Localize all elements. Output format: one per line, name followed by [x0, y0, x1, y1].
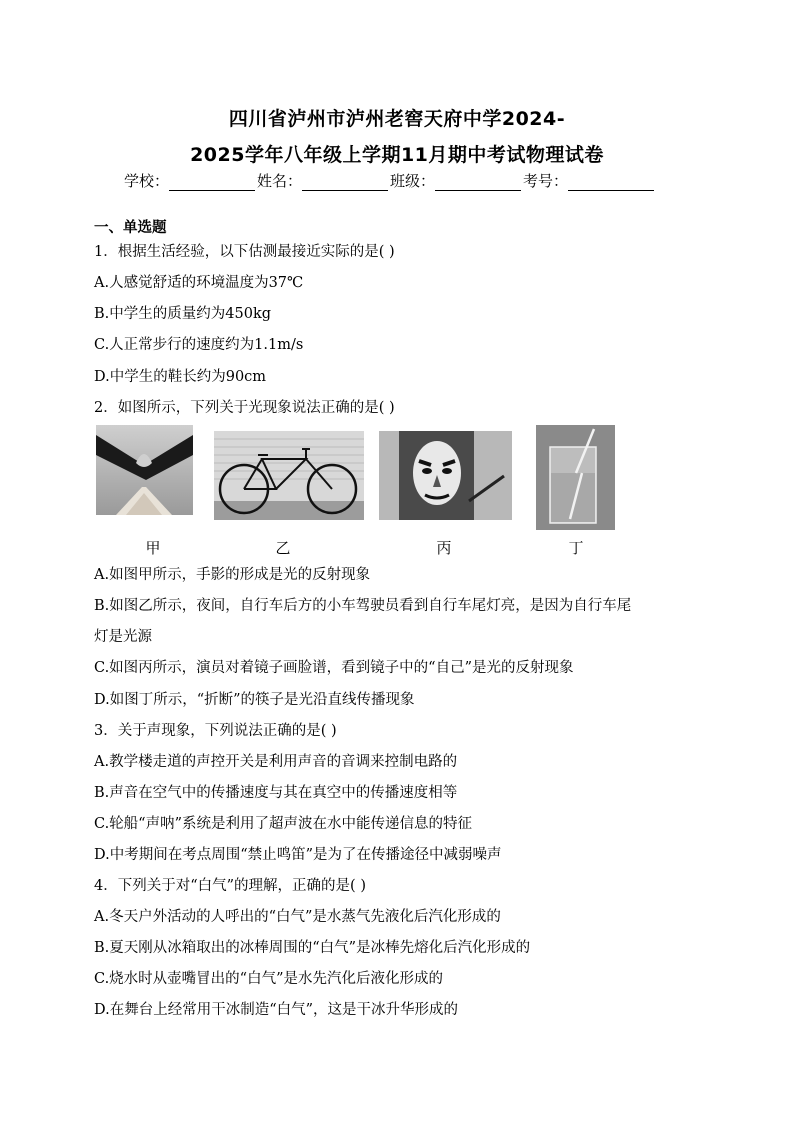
name-label: 姓名： [257, 172, 303, 190]
q2-option-c: C.如图丙所示，演员对着镜子画脸谱，看到镜子中的“自己”是光的反射现象 [94, 660, 574, 676]
q4-option-a: A.冬天户外活动的人呼出的“白气”是水蒸气先液化后汽化形成的 [94, 909, 501, 925]
q3-option-c: C.轮船“声呐”系统是利用了超声波在水中能传递信息的特征 [94, 816, 473, 832]
figure-caption-yi: 乙 [275, 539, 291, 557]
face-painting-figure [379, 431, 512, 520]
q3-option-b: B.声音在空气中的传播速度与其在真空中的传播速度相等 [94, 785, 458, 801]
q4-option-d: D.在舞台上经常用干冰制造“白气”，这是干冰升华形成的 [94, 1002, 459, 1018]
q3-option-d: D.中考期间在考点周围“禁止鸣笛”是为了在传播途径中减弱噪声 [94, 847, 502, 863]
q3-option-a: A.教学楼走道的声控开关是利用声音的音调来控制电路的 [94, 754, 458, 770]
figure-caption-bing: 丙 [436, 539, 452, 557]
hand-shadow-figure [96, 425, 193, 515]
q1-option-d: D.中学生的鞋长约为90cm [94, 369, 267, 385]
figure-caption-ding: 丁 [568, 539, 584, 557]
q2-option-a: A.如图甲所示，手影的形成是光的反射现象 [94, 567, 371, 583]
exam-number-blank [568, 176, 654, 191]
q2-stem: 2．如图所示，下列关于光现象说法正确的是( ) [94, 400, 395, 416]
section-heading: 一、单选题 [94, 220, 167, 236]
exam-title-line2: 2025学年八年级上学期11月期中考试物理试卷 [190, 144, 604, 166]
student-info-row [124, 170, 656, 191]
name-blank [302, 176, 388, 191]
q4-option-b: B.夏天刚从冰箱取出的冰棒周围的“白气”是冰棒先熔化后汽化形成的 [94, 940, 531, 956]
class-blank [435, 176, 521, 191]
school-label: 学校： [124, 172, 170, 190]
exam-number-label: 考号： [523, 172, 569, 190]
q2-option-b-line1: B.如图乙所示，夜间，自行车后方的小车驾驶员看到自行车尾灯亮，是因为自行车尾 [94, 598, 632, 614]
bicycle-figure [214, 431, 364, 520]
class-label: 班级： [390, 172, 436, 190]
q1-option-c: C.人正常步行的速度约为1.1m/s [94, 337, 304, 353]
q2-option-b-line2: 灯是光源 [94, 629, 152, 645]
figure-caption-jia: 甲 [145, 539, 161, 557]
q1-option-b: B.中学生的质量约为450kg [94, 306, 272, 322]
q2-option-d: D.如图丁所示，“折断”的筷子是光沿直线传播现象 [94, 692, 415, 708]
q4-option-c: C.烧水时从壶嘴冒出的“白气”是水先汽化后液化形成的 [94, 971, 444, 987]
q1-option-a: A.人感觉舒适的环境温度为37℃ [94, 275, 304, 291]
glass-chopstick-figure [536, 425, 615, 530]
school-blank [169, 176, 255, 191]
q4-stem: 4．下列关于对“白气”的理解，正确的是( ) [94, 878, 366, 894]
exam-title-line1: 四川省泸州市泸州老窖天府中学2024- [228, 108, 566, 130]
q3-stem: 3．关于声现象，下列说法正确的是( ) [94, 723, 337, 739]
q1-stem: 1．根据生活经验，以下估测最接近实际的是( ) [94, 244, 395, 260]
